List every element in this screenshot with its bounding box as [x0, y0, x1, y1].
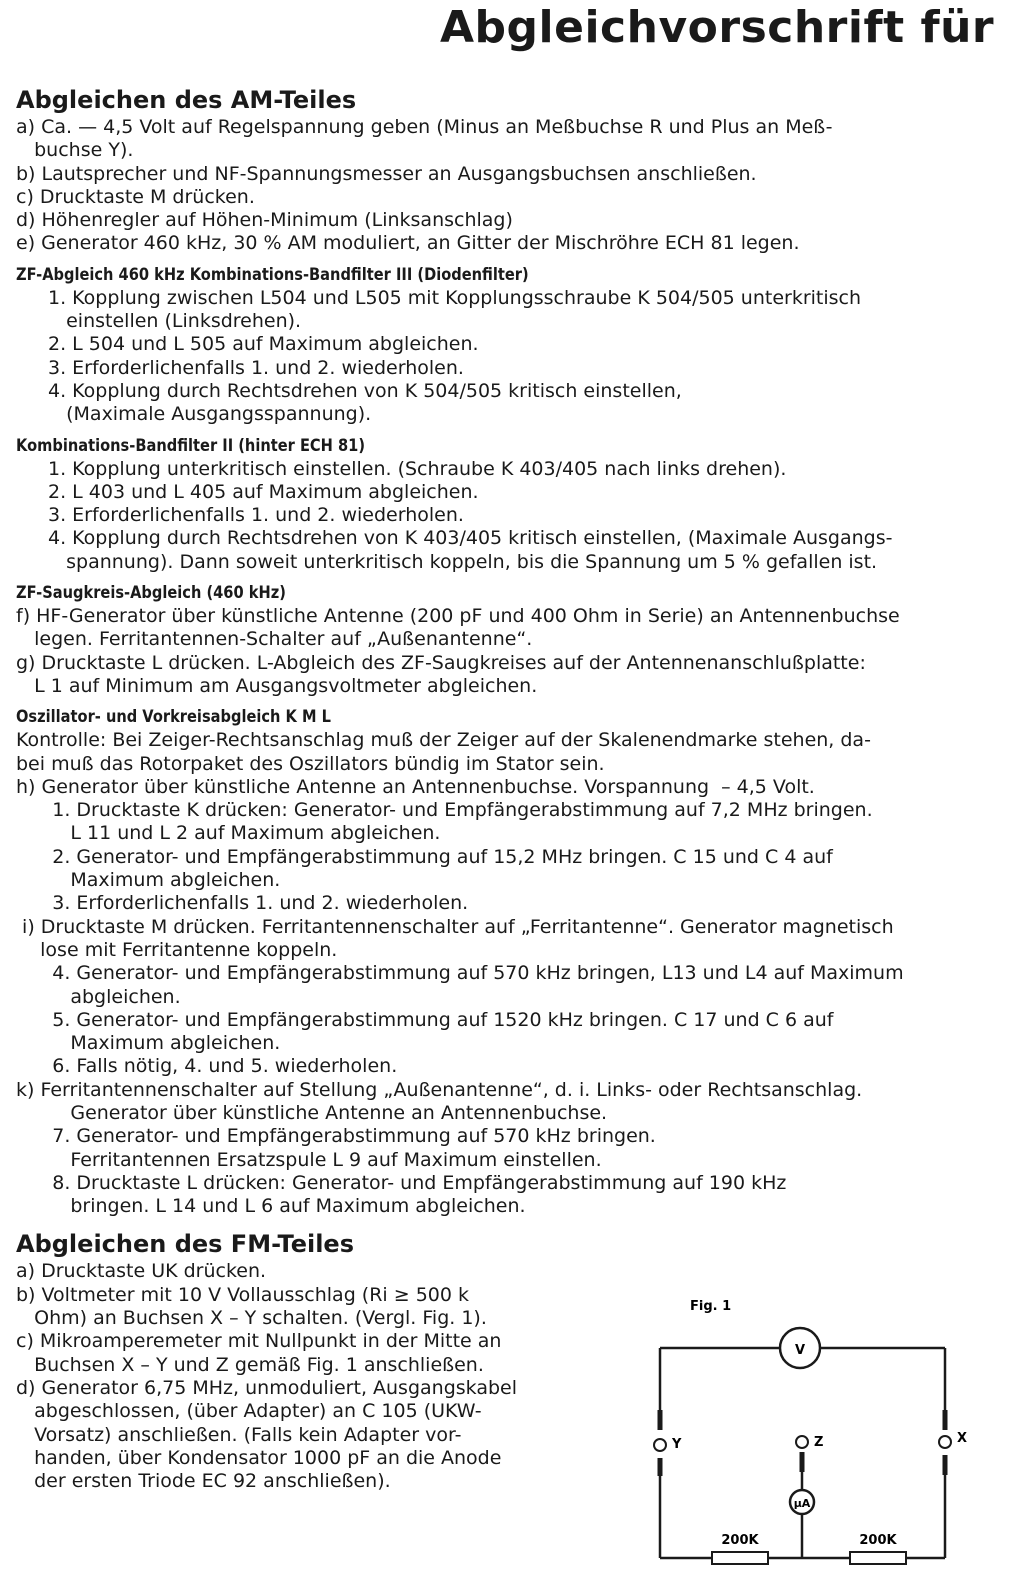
osz-step-line: i) Drucktaste M drücken. Ferritantennenschalter auf „Ferritantenne“. Generator magnetisch	[16, 915, 894, 938]
am-heading: Abgleichen des AM-Teiles	[16, 86, 357, 114]
voltmeter-label: V	[794, 1343, 806, 1358]
terminal-z-label: Z	[814, 1435, 824, 1450]
osz-step-line: L 11 und L 2 auf Maximum abgleichen.	[16, 822, 441, 845]
fm-step-line: Vorsatz) anschließen. (Falls kein Adapter vor-	[16, 1423, 462, 1446]
osz-step-line: 7. Generator- und Empfängerabstimmung auf 570 kHz bringen.	[16, 1125, 656, 1148]
document-body	[16, 86, 1016, 1493]
circuit-diagram	[640, 1290, 1020, 1570]
osz-step-line: Generator über künstliche Antenne an Antennenbuchse.	[16, 1101, 608, 1124]
resistor-left-icon	[712, 1552, 768, 1564]
saug-step-line: g) Drucktaste L drücken. L-Abgleich des ZF-Saugkreises auf der Antennenanschlußplatte:	[16, 651, 866, 674]
zf-step-line: einstellen (Linksdrehen).	[48, 310, 302, 333]
fm-step-line: der ersten Triode EC 92 anschließen).	[16, 1470, 391, 1493]
fm-step-line: b) Voltmeter mit 10 V Vollausschlag (Ri ≥ 500 k	[16, 1283, 470, 1306]
am-intro-line: b) Lautsprecher und NF-Spannungsmesser an Ausgangsbuchsen anschließen.	[16, 162, 757, 185]
terminal-y-label: Y	[672, 1437, 682, 1452]
zf-step-line: 4. Kopplung durch Rechtsdrehen von K 504/505 kritisch einstellen,	[48, 379, 682, 402]
osz-step-line: bringen. L 14 und L 6 auf Maximum abgleichen.	[16, 1195, 526, 1218]
kb-steps	[16, 458, 1016, 574]
terminal-x-icon	[939, 1436, 951, 1448]
zf-step-line: 3. Erforderlichenfalls 1. und 2. wiederholen.	[48, 356, 464, 379]
kb-heading: Kombinations-Bandfilter II (hinter ECH 81)	[16, 435, 366, 456]
terminal-y-icon	[654, 1439, 666, 1451]
osz-step-line: abgleichen.	[16, 985, 181, 1008]
zf-step-line: (Maximale Ausgangsspannung).	[48, 403, 372, 426]
terminal-x-label: X	[957, 1431, 968, 1446]
saug-steps	[16, 605, 1016, 698]
osz-step-line: 1. Drucktaste K drücken: Generator- und Empfängerabstimmung auf 7,2 MHz bringen.	[16, 799, 873, 822]
fm-steps	[16, 1260, 596, 1493]
fm-step-line: a) Drucktaste UK drücken.	[16, 1260, 267, 1283]
fm-step-line: Ohm) an Buchsen X – Y schalten. (Vergl. Fig. 1).	[16, 1307, 487, 1330]
saug-heading: ZF-Saugkreis-Abgleich (460 kHz)	[16, 583, 286, 604]
am-intro-line: d) Höhenregler auf Höhen-Minimum (Linksanschlag)	[16, 209, 513, 232]
am-intro-line: a) Ca. — 4,5 Volt auf Regelspannung geben (Minus an Meßbuchse R und Plus an Meß-	[16, 116, 833, 138]
kb-step-line: 2. L 403 und L 405 auf Maximum abgleichen.	[48, 480, 479, 503]
osz-step-line: 6. Falls nötig, 4. und 5. wiederholen.	[16, 1055, 398, 1078]
fm-heading: Abgleichen des FM-Teiles	[16, 1230, 354, 1259]
kb-step-line: 4. Kopplung durch Rechtsdrehen von K 403/405 kritisch einstellen, (Maximale Ausgangs-	[48, 527, 893, 550]
fm-step-line: c) Mikroamperemeter mit Nullpunkt in der Mitte an	[16, 1330, 502, 1353]
saug-step-line: L 1 auf Minimum am Ausgangsvoltmeter abgleichen.	[16, 674, 538, 697]
zf-steps	[16, 287, 1016, 427]
am-intro-line: c) Drucktaste M drücken.	[16, 185, 255, 208]
osz-step-line: Kontrolle: Bei Zeiger-Rechtsanschlag muß der Zeiger auf der Skalenendmarke stehen, da-	[16, 729, 871, 752]
osz-step-line: Maximum abgleichen.	[16, 869, 281, 892]
kb-step-line: 1. Kopplung unterkritisch einstellen. (Schraube K 403/405 nach links drehen).	[48, 457, 787, 480]
terminal-z-icon	[796, 1436, 808, 1448]
osz-step-line: 8. Drucktaste L drücken: Generator- und Empfängerabstimmung auf 190 kHz	[16, 1171, 787, 1194]
zf-heading: ZF-Abgleich 460 kHz Kombinations-Bandfilter III (Diodenfilter)	[16, 264, 529, 285]
osz-step-line: k) Ferritantennenschalter auf Stellung „Außenantenne“, d. i. Links- oder Rechtsanschlag.	[16, 1078, 863, 1101]
page-title: Abgleichvorschrift für	[440, 2, 995, 53]
osz-step-line: bei muß das Rotorpaket des Oszillators bündig im Stator sein.	[16, 752, 605, 775]
fm-step-line: d) Generator 6,75 MHz, unmoduliert, Ausgangskabel	[16, 1376, 518, 1399]
kb-step-line: 3. Erforderlichenfalls 1. und 2. wiederholen.	[48, 504, 464, 527]
resistor-right-label: 200K	[859, 1533, 897, 1548]
fm-step-line: handen, über Kondensator 1000 pF an die Anode	[16, 1446, 502, 1469]
zf-step-line: 2. L 504 und L 505 auf Maximum abgleichen.	[48, 333, 479, 356]
osz-step-line: Maximum abgleichen.	[16, 1032, 281, 1055]
figure-label: Fig. 1	[690, 1299, 732, 1314]
microamp-label: μA	[793, 1497, 811, 1510]
saug-step-line: f) HF-Generator über künstliche Antenne (200 pF und 400 Ohm in Serie) an Antennenbuchse	[16, 605, 900, 628]
am-intro-line: e) Generator 460 kHz, 30 % AM moduliert, an Gitter der Mischröhre ECH 81 legen.	[16, 232, 800, 255]
fm-step-line: abgeschlossen, (über Adapter) an C 105 (UKW-	[16, 1400, 482, 1423]
zf-step-line: 1. Kopplung zwischen L504 und L505 mit Kopplungsschraube K 504/505 unterkritisch	[48, 286, 862, 309]
osz-heading: Oszillator- und Vorkreisabgleich K M L	[16, 707, 331, 728]
osz-step-line: 2. Generator- und Empfängerabstimmung auf 15,2 MHz bringen. C 15 und C 4 auf	[16, 845, 833, 868]
osz-step-line: 3. Erforderlichenfalls 1. und 2. wiederholen.	[16, 892, 469, 915]
figure-1	[640, 1290, 1020, 1570]
resistor-left-label: 200K	[721, 1533, 759, 1548]
saug-step-line: legen. Ferritantennen-Schalter auf „Außenantenne“.	[16, 628, 533, 651]
osz-step-line: 5. Generator- und Empfängerabstimmung auf 1520 kHz bringen. C 17 und C 6 auf	[16, 1008, 834, 1031]
osz-step-line: lose mit Ferritantenne koppeln.	[16, 938, 338, 961]
osz-step-line: Ferritantennen Ersatzspule L 9 auf Maximum einstellen.	[16, 1148, 602, 1171]
fm-step-line: Buchsen X – Y und Z gemäß Fig. 1 anschließen.	[16, 1353, 484, 1376]
osz-step-line: 4. Generator- und Empfängerabstimmung auf 570 kHz bringen, L13 und L4 auf Maximum	[16, 962, 904, 985]
am-intro-line: buchse Y).	[16, 139, 134, 162]
osz-steps	[16, 729, 1016, 1218]
kb-step-line: spannung). Dann soweit unterkritisch koppeln, bis die Spannung um 5 % gefallen ist.	[48, 550, 878, 573]
osz-step-line: h) Generator über künstliche Antenne an Antennenbuchse. Vorspannung – 4,5 Volt.	[16, 775, 815, 798]
resistor-right-icon	[850, 1552, 906, 1564]
am-intro-list	[16, 116, 1016, 256]
